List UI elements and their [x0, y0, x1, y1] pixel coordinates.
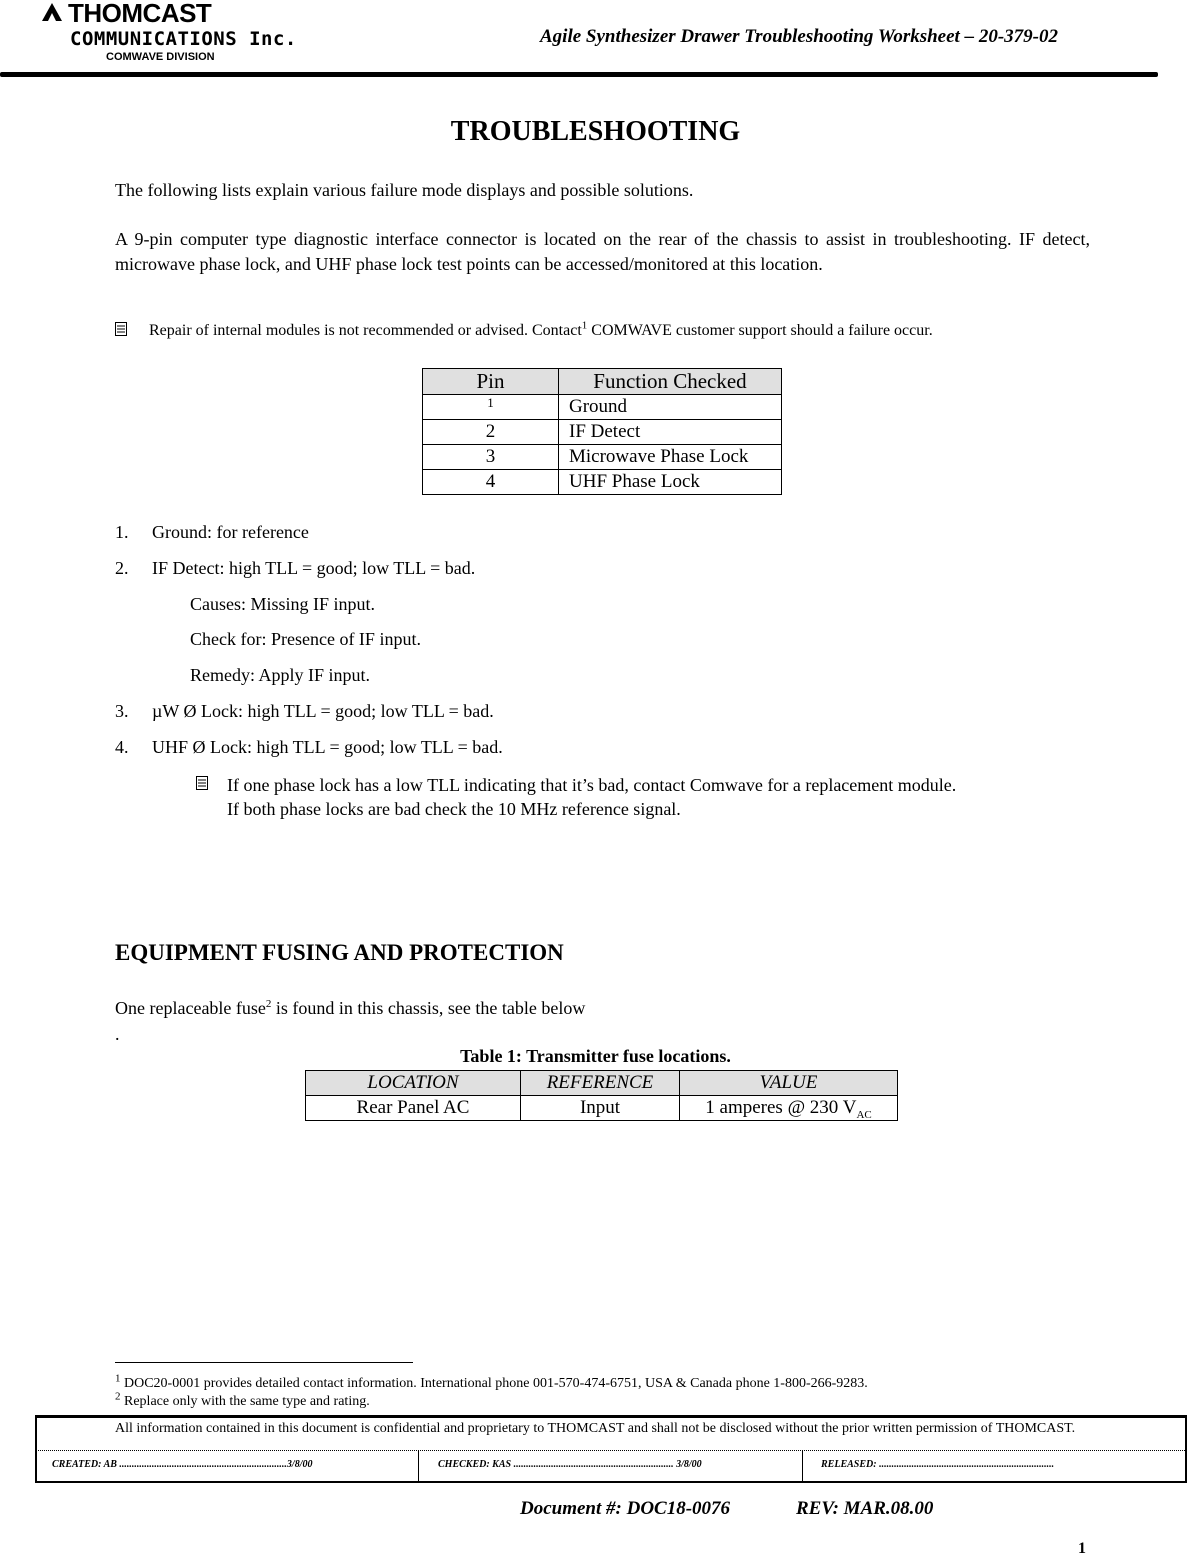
connector-paragraph: A 9-pin computer type diagnostic interface connector is located on the rear of the chassis to assist in troubleshooting. IF detect, microwave phase lock, and UHF phase lock test points can be accessed/monitored at this location. [115, 229, 1090, 274]
fusing-heading: EQUIPMENT FUSING AND PROTECTION [115, 940, 564, 965]
list-number-4: 4. [115, 737, 129, 757]
footnote-2-number: 2 [115, 1390, 121, 1403]
company-name: THOMCAST [68, 0, 212, 28]
page-number: 1 [1078, 1540, 1086, 1557]
table-row [423, 445, 782, 470]
released-field: RELEASED: ...................................................................... [821, 1459, 1055, 1470]
thomcast-logo-icon [40, 1, 64, 25]
fuse-table [305, 1070, 898, 1121]
footnote-2 [115, 1390, 370, 1410]
note-icon [196, 776, 208, 790]
function-cell: Ground [559, 395, 782, 420]
footnote-1-text: DOC20-0001 provides detailed contact information. International phone 001-570-474-6751, USA & Canada phone 1-800-266-9283. [120, 1376, 868, 1391]
pin-cell: 3 [423, 445, 559, 470]
created-field: CREATED: AB ...................................................................3/8/00 [52, 1459, 313, 1470]
list-item-if-detect: IF Detect: high TLL = good; low TLL = bad. [152, 558, 476, 578]
list-item-ground: Ground: for reference [152, 522, 309, 542]
fuse-intro [115, 996, 585, 1020]
division-name: COMWAVE DIVISION [106, 51, 215, 63]
table-row [423, 470, 782, 495]
footer-column-divider [418, 1451, 419, 1483]
phase-lock-note-line2: If both phase locks are bad check the 10 MHz reference signal. [227, 799, 681, 819]
table-row [423, 420, 782, 445]
company-logo [40, 0, 211, 29]
stray-period: . [115, 1024, 120, 1044]
function-cell: Microwave Phase Lock [559, 445, 782, 470]
pin-table [422, 368, 782, 495]
checked-field: CHECKED: KAS ................................................................ 3/8/00 [438, 1459, 702, 1470]
footnote-ref-2: 2 [265, 998, 272, 1010]
header-divider [0, 72, 1158, 77]
intro-paragraph: The following lists explain various failure mode displays and possible solutions. [115, 180, 694, 200]
note-icon [115, 322, 127, 336]
function-cell: UHF Phase Lock [559, 470, 782, 495]
if-check-for: Check for: Presence of IF input. [190, 629, 421, 649]
fuse-intro-text-end: is found in this chassis, see the table below [271, 998, 586, 1018]
reference-column-header: REFERENCE [521, 1071, 680, 1096]
list-number-3: 3. [115, 701, 129, 721]
document-title: Agile Synthesizer Drawer Troubleshooting Worksheet – 20-379-02 [540, 26, 1058, 47]
table-row [423, 395, 782, 420]
footnote-divider [115, 1362, 413, 1363]
list-number-1: 1. [115, 522, 129, 542]
pin-column-header: Pin [423, 369, 559, 395]
repair-note-text: Repair of internal modules is not recommended or advised. Contact [149, 322, 582, 339]
pin-cell: 1 [423, 395, 559, 420]
document-number: Document #: DOC18-0076 [520, 1498, 731, 1519]
pin-table-header [423, 369, 782, 395]
phase-lock-note-line1: If one phase lock has a low TLL indicating that it’s bad, contact Comwave for a replacement module. [227, 775, 957, 795]
function-cell: IF Detect [559, 420, 782, 445]
footer-separator [35, 1450, 1187, 1451]
if-causes: Causes: Missing IF input. [190, 594, 376, 614]
revision: REV: MAR.08.00 [796, 1498, 934, 1519]
fuse-table-header [306, 1071, 898, 1096]
list-number-2: 2. [115, 558, 129, 578]
if-remedy: Remedy: Apply IF input. [190, 665, 370, 685]
footer-column-divider [802, 1451, 803, 1483]
footnote-2-text: Replace only with the same type and rating. [120, 1394, 370, 1409]
pin-cell: 2 [423, 420, 559, 445]
fuse-intro-text: One replaceable fuse [115, 998, 266, 1018]
confidentiality-notice: All information contained in this document is confidential and proprietary to THOMCAST and shall not be disclosed without the prior written permission of THOMCAST. [115, 1421, 1076, 1436]
fuse-table-caption: Table 1: Transmitter fuse locations. [460, 1046, 731, 1066]
value-text: 1 amperes @ 230 V [705, 1097, 857, 1118]
function-column-header: Function Checked [559, 369, 782, 395]
troubleshooting-heading: TROUBLESHOOTING [450, 116, 741, 147]
reference-cell: Input [521, 1096, 680, 1121]
footnote-1 [115, 1372, 868, 1392]
repair-note [115, 319, 933, 340]
value-cell [680, 1096, 898, 1121]
value-subscript: AC [856, 1108, 872, 1121]
repair-note-text-end: COMWAVE customer support should a failure occur. [587, 322, 933, 339]
location-cell: Rear Panel AC [306, 1096, 521, 1121]
location-column-header: LOCATION [306, 1071, 521, 1096]
footnote-ref-1: 1 [581, 319, 588, 332]
list-item-uhf-lock: UHF Ø Lock: high TLL = good; low TLL = bad. [152, 737, 503, 757]
table-row [306, 1096, 898, 1121]
pin-cell: 4 [423, 470, 559, 495]
footnote-1-number: 1 [115, 1372, 121, 1385]
value-column-header: VALUE [680, 1071, 898, 1096]
company-name-line2: COMMUNICATIONS Inc. [70, 28, 297, 50]
list-item-microwave-lock: µW Ø Lock: high TLL = good; low TLL = bad. [152, 701, 494, 721]
